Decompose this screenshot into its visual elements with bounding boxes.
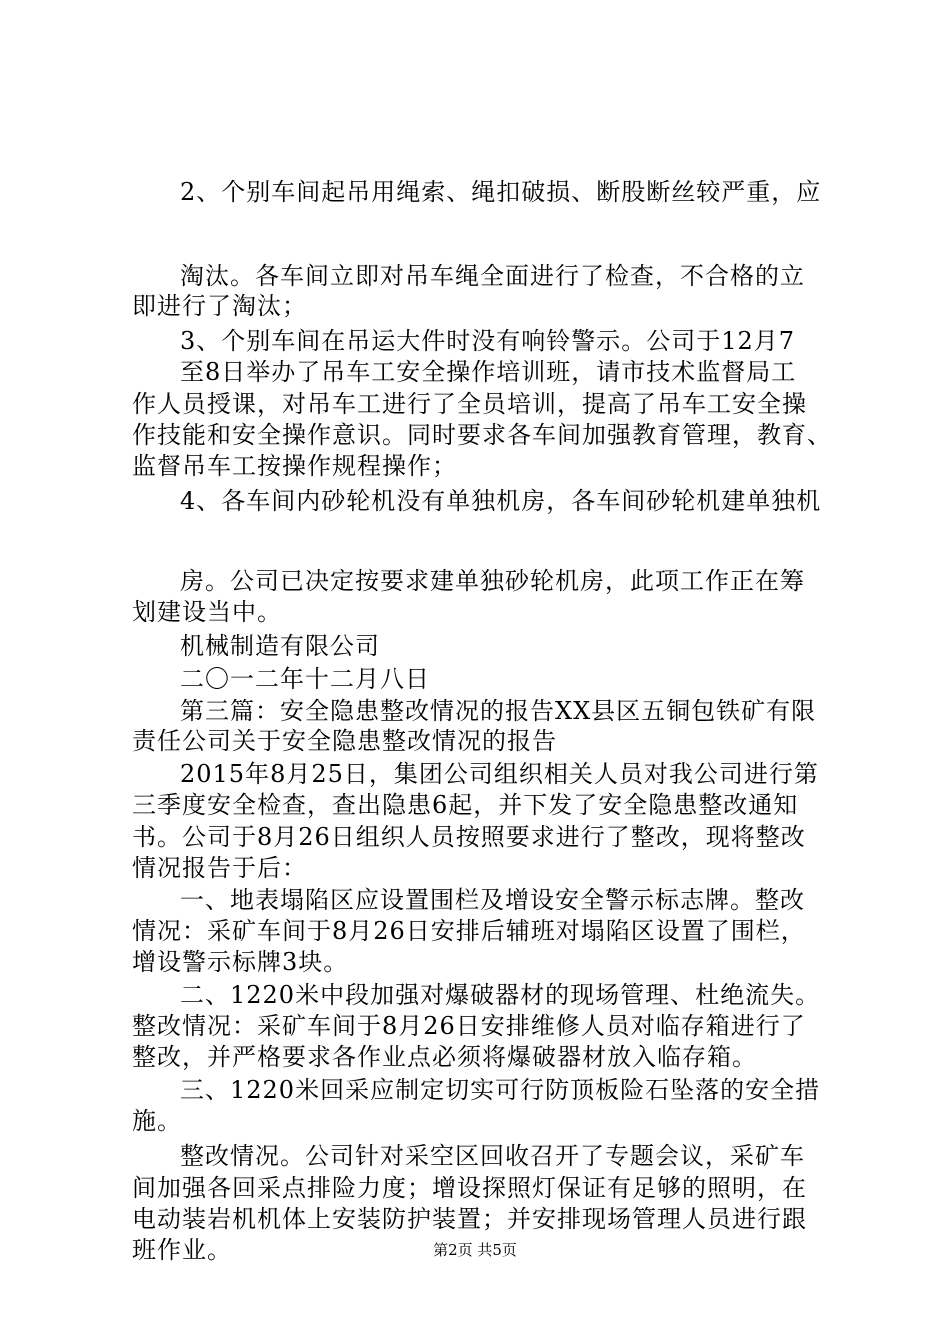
- body-line: 划建设当中。: [132, 598, 282, 626]
- body-line: 房。公司已决定按要求建单独砂轮机房，此项工作正在筹: [180, 567, 805, 595]
- body-line: 整改，并严格要求各作业点必须将爆破器材放入临存箱。: [132, 1043, 757, 1071]
- body-line: 整改情况：采矿车间于8月26日安排维修人员对临存箱进行了: [132, 1012, 806, 1040]
- signature-date: 二〇一二年十二月八日: [180, 665, 430, 693]
- body-line: 增设警示标牌3块。: [132, 948, 349, 976]
- body-line: 监督吊车工按操作规程操作；: [132, 452, 457, 480]
- section-title: 责任公司关于安全隐患整改情况的报告: [132, 727, 557, 755]
- body-line: 淘汰。各车间立即对吊车绳全面进行了检查，不合格的立: [180, 262, 805, 290]
- body-line: 情况：采矿车间于8月26日安排后辅班对塌陷区设置了围栏，: [132, 917, 806, 945]
- body-line: 作人员授课，对吊车工进行了全员培训，提高了吊车工安全操: [132, 390, 807, 418]
- body-line: 班作业。: [132, 1236, 232, 1264]
- body-line: 情况报告于后：: [132, 854, 307, 882]
- signature-company: 机械制造有限公司: [180, 632, 380, 660]
- body-line: 整改情况。公司针对采空区回收召开了专题会议，采矿车: [180, 1142, 805, 1170]
- body-line: 一、地表塌陷区应设置围栏及增设安全警示标志牌。整改: [180, 886, 805, 914]
- body-line: 3、个别车间在吊运大件时没有响铃警示。公司于12月7: [180, 327, 796, 355]
- page-footer: 第2页 共5页: [433, 1241, 517, 1259]
- body-line: 书。公司于8月26日组织人员按照要求进行了整改，现将整改: [132, 823, 806, 851]
- body-line: 施。: [132, 1107, 182, 1135]
- body-line: 即进行了淘汰；: [132, 292, 307, 320]
- body-line: 二、1220米中段加强对爆破器材的现场管理、杜绝流失。: [180, 981, 821, 1009]
- section-title: 第三篇：安全隐患整改情况的报告XX县区五铜包铁矿有限: [180, 697, 817, 725]
- body-line: 2015年8月25日，集团公司组织相关人员对我公司进行第: [180, 760, 819, 788]
- body-line: 三季度安全检查，查出隐患6起，并下发了安全隐患整改通知: [132, 791, 799, 819]
- body-line: 至8日举办了吊车工安全操作培训班，请市技术监督局工: [180, 358, 797, 386]
- body-line: 电动装岩机机体上安装防护装置；并安排现场管理人员进行跟: [132, 1205, 807, 1233]
- body-line: 间加强各回采点排险力度；增设探照灯保证有足够的照明，在: [132, 1174, 807, 1202]
- body-line: 作技能和安全操作意识。同时要求各车间加强教育管理，教育、: [132, 421, 832, 449]
- body-line: 2、个别车间起吊用绳索、绳扣破损、断股断丝较严重，应: [180, 178, 822, 206]
- body-line: 三、1220米回采应制定切实可行防顶板险石坠落的安全措: [180, 1076, 821, 1104]
- body-line: 4、各车间内砂轮机没有单独机房，各车间砂轮机建单独机: [180, 487, 822, 515]
